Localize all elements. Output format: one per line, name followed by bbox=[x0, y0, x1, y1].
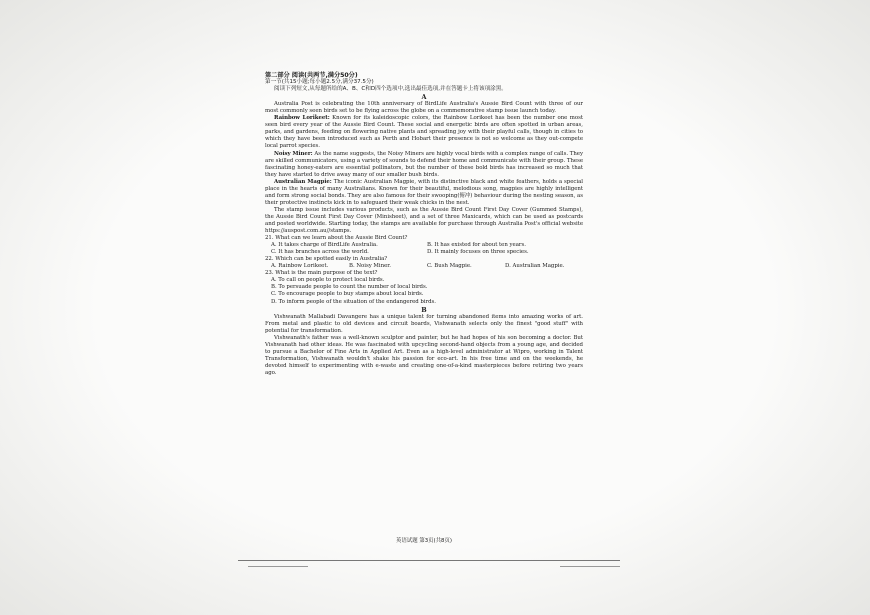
option-b[interactable]: B. To persuade people to count the number of local birds. bbox=[271, 284, 428, 291]
bird-paragraph-noisy-miner bbox=[265, 151, 583, 179]
option-b[interactable]: B. Noisy Miner. bbox=[349, 263, 391, 270]
option-d[interactable]: D. Australian Magpie. bbox=[505, 263, 565, 270]
bird-description: Known for its kaleidoscopic colors, the Rainbow Lorikeet has been the number one most seen bird every year of the Aussie Bird Count. These social and energetic birds are often spotted in urban areas, parks, and gardens, feeding on flowering native plants and spreading joy with their playful calls, though in cities to which they have been introduced such as Perth and Hobart their presence is not so welcome as they out-compete local parrot species. bbox=[265, 115, 583, 150]
scan-mark-right bbox=[560, 566, 620, 567]
instruction-text: 阅读下列短文,从每题所给的A、B、C和D四个选项中,选出最佳选项,并在答题卡上将该项涂黑。 bbox=[274, 86, 507, 93]
option-c[interactable]: C. To encourage people to buy stamps about local birds. bbox=[271, 291, 424, 298]
passage-a-letter: A bbox=[421, 93, 427, 102]
passage-a-intro: Australia Post is celebrating the 10th anniversary of BirdLife Australia's Aussie Bird Count with three of our most commonly seen birds set to be flying across the globe on a commemorative stamp issue launch today. bbox=[265, 101, 583, 115]
option-c[interactable]: C. It has branches across the world. bbox=[271, 249, 369, 256]
passage-b-paragraph-1: Vishwanath Mallabadi Davangere has a unique talent for turning abandoned items into amazing works of art. From metal and plastic to old devices and circuit boards, Vishwanath selects only the finest "good stuff" with potential for transformation. bbox=[265, 313, 583, 334]
question-options bbox=[265, 263, 583, 270]
passage-b-letter: B bbox=[421, 305, 427, 314]
scan-mark-left bbox=[248, 566, 308, 567]
option-d[interactable]: D. It mainly focuses on three species. bbox=[427, 249, 529, 256]
question-stem: 22. Which can be spotted easily in Australia? bbox=[265, 256, 388, 263]
option-b[interactable]: B. It has existed for about ten years. bbox=[427, 242, 526, 249]
option-a[interactable]: A. It takes charge of BirdLife Australia. bbox=[271, 242, 378, 249]
question-options bbox=[265, 242, 583, 256]
part-heading: 第二部分 阅读(共两节,满分50分) bbox=[265, 72, 358, 79]
exam-page bbox=[265, 72, 583, 592]
question-stem: 21. What can we learn about the Aussie Bird Count? bbox=[265, 235, 408, 242]
passage-b-paragraph-2: Vishwanath's father was a well-known sculptor and painter, but he had hopes of his son becoming a doctor. But Vishwanath had other ideas. He was fascinated with upcycling second-hand objects from a young age, and decided to pursue a Bachelor of Fine Arts in Applied Art. Even as a high-level administrator at Wipro, working in Talent Transformation, Vishwanath wouldn't shake his passion for eco-art. In his free time and on the weekends, he devoted himself to experimenting with e-waste and creating one-of-a-kind masterpieces before retiring two years ago. bbox=[265, 334, 583, 376]
bird-paragraph-australian-magpie bbox=[265, 179, 583, 207]
option-d[interactable]: D. To inform people of the situation of the endangered birds. bbox=[271, 298, 436, 305]
option-c[interactable]: C. Bush Magpie. bbox=[427, 263, 472, 270]
section-heading: 第一节(共15小题;每小题2.5分,满分37.5分) bbox=[265, 79, 374, 86]
bird-name: Australian Magpie: bbox=[274, 178, 332, 185]
question-23 bbox=[265, 270, 583, 305]
passage-a-closing: The stamp issue includes various products, such as the Aussie Bird Count First Day Cover (Gummed Stamps), the Aussie Bird Count First Day Cover (Minisheet), and a set of three Maxicards, which can be used as postcards and posted worldwide. Starting today, the stamps are available for purchase through Australia Post's official website https://auspost.com.au//stamps. bbox=[265, 206, 583, 235]
question-options bbox=[265, 277, 583, 305]
bird-paragraph-rainbow-lorikeet bbox=[265, 115, 583, 150]
page-footer: 英语试题 第3页(共8页) bbox=[396, 538, 452, 544]
option-a[interactable]: A. Rainbow Lorikeet. bbox=[271, 263, 329, 270]
bird-name: Noisy Miner: bbox=[274, 150, 313, 157]
bird-description: The iconic Australian Magpie, with its distinctive black and white feathers, holds a special place in the hearts of many Australians. Known for their beautiful, melodious song, magpies are highly intelligent and form strong social bonds. They are also famous for their swooping(俯冲) behaviour during the nesting season, as their protective instincts kick in to safeguard their weak chicks in the nest. bbox=[265, 178, 583, 206]
option-a[interactable]: A. To call on people to protect local birds. bbox=[271, 277, 385, 284]
question-stem: 23. What is the main purpose of the text? bbox=[265, 270, 378, 277]
bird-description: As the name suggests, the Noisy Miners are highly vocal birds with a complex range of calls. They are skilled communicators, using a variety of sounds to defend their home and communicate with their group. These fascinating honey-eaters are essential pollinators, but the number of these bold birds has increased so much that they have started to drive away many of our smaller bush birds. bbox=[265, 150, 584, 178]
bottom-rule bbox=[238, 560, 620, 561]
bird-name: Rainbow Lorikeet: bbox=[274, 115, 330, 122]
question-21 bbox=[265, 235, 583, 256]
question-22 bbox=[265, 256, 583, 270]
